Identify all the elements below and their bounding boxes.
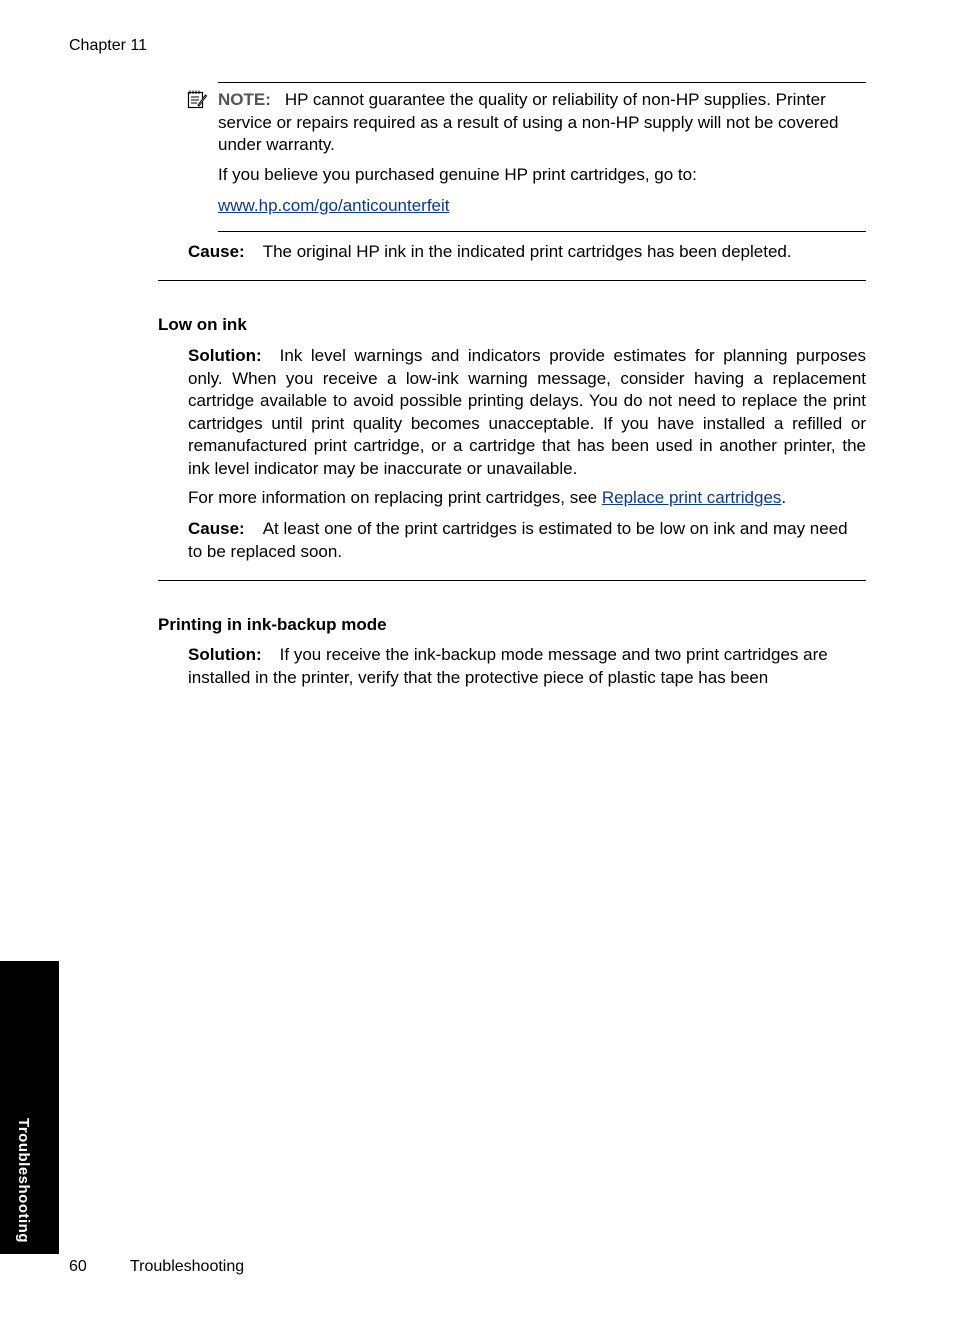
solution-text: Ink level warnings and indicators provide estimates for planning purposes only. When you receive a low-ink warning message, consider having a replacement cartridge available to avoid possible printing delays. You do not need to replace the print cartridges until print quality becomes unacceptable. If you have installed a refilled or remanufactured print cartridge, or a cartridge that has been used in another printer, the ink level indicator may be inaccurate or unavailable. <box>188 346 866 478</box>
more-info-prefix: For more information on replacing print cartridges, see <box>188 488 598 507</box>
replace-cartridges-link[interactable]: Replace print cartridges <box>601 488 782 507</box>
solution-paragraph-2 <box>188 345 866 480</box>
cause-text: The original HP ink in the indicated print cartridges has been depleted. <box>262 242 792 261</box>
solution-text: If you receive the ink-backup mode message and two print cartridges are installed in the printer, verify that the protective piece of plastic tape has been <box>188 645 828 687</box>
cause-label: Cause: <box>188 242 245 261</box>
section-heading-low-on-ink: Low on ink <box>158 315 247 334</box>
side-tab-label: Troubleshooting <box>15 1118 32 1243</box>
more-info-paragraph <box>188 487 866 510</box>
note-link-wrap <box>218 195 866 218</box>
solution-label: Solution: <box>188 346 262 365</box>
cause-paragraph-2 <box>188 518 866 563</box>
page-number: 60 <box>69 1258 87 1275</box>
note-top-rule <box>218 82 866 83</box>
note-pad-icon <box>187 89 207 109</box>
note-label: NOTE: <box>218 90 271 109</box>
chapter-header: Chapter 11 <box>69 37 147 54</box>
note-paragraph <box>218 89 866 157</box>
more-info-suffix: . <box>781 488 787 507</box>
footer-section: Troubleshooting <box>130 1258 245 1275</box>
genuine-text: If you believe you purchased genuine HP print cartridges, go to: <box>218 165 697 184</box>
solution-label: Solution: <box>188 645 262 664</box>
cause-text: At least one of the print cartridges is estimated to be low on ink and may need to be replaced soon. <box>188 519 848 561</box>
anticounterfeit-link[interactable]: www.hp.com/go/anticounterfeit <box>218 196 450 215</box>
section-divider-2 <box>158 580 866 581</box>
section-heading-ink-backup: Printing in ink-backup mode <box>158 615 387 634</box>
cause-label: Cause: <box>188 519 245 538</box>
section-divider-1 <box>158 280 866 281</box>
note-text: HP cannot guarantee the quality or reliability of non-HP supplies. Printer service or repairs required as a result of using a non-HP supply will not be covered under warranty. <box>218 90 839 154</box>
note-bottom-rule <box>218 231 866 232</box>
solution-paragraph-3 <box>188 644 866 689</box>
cause-paragraph-1 <box>188 241 866 264</box>
